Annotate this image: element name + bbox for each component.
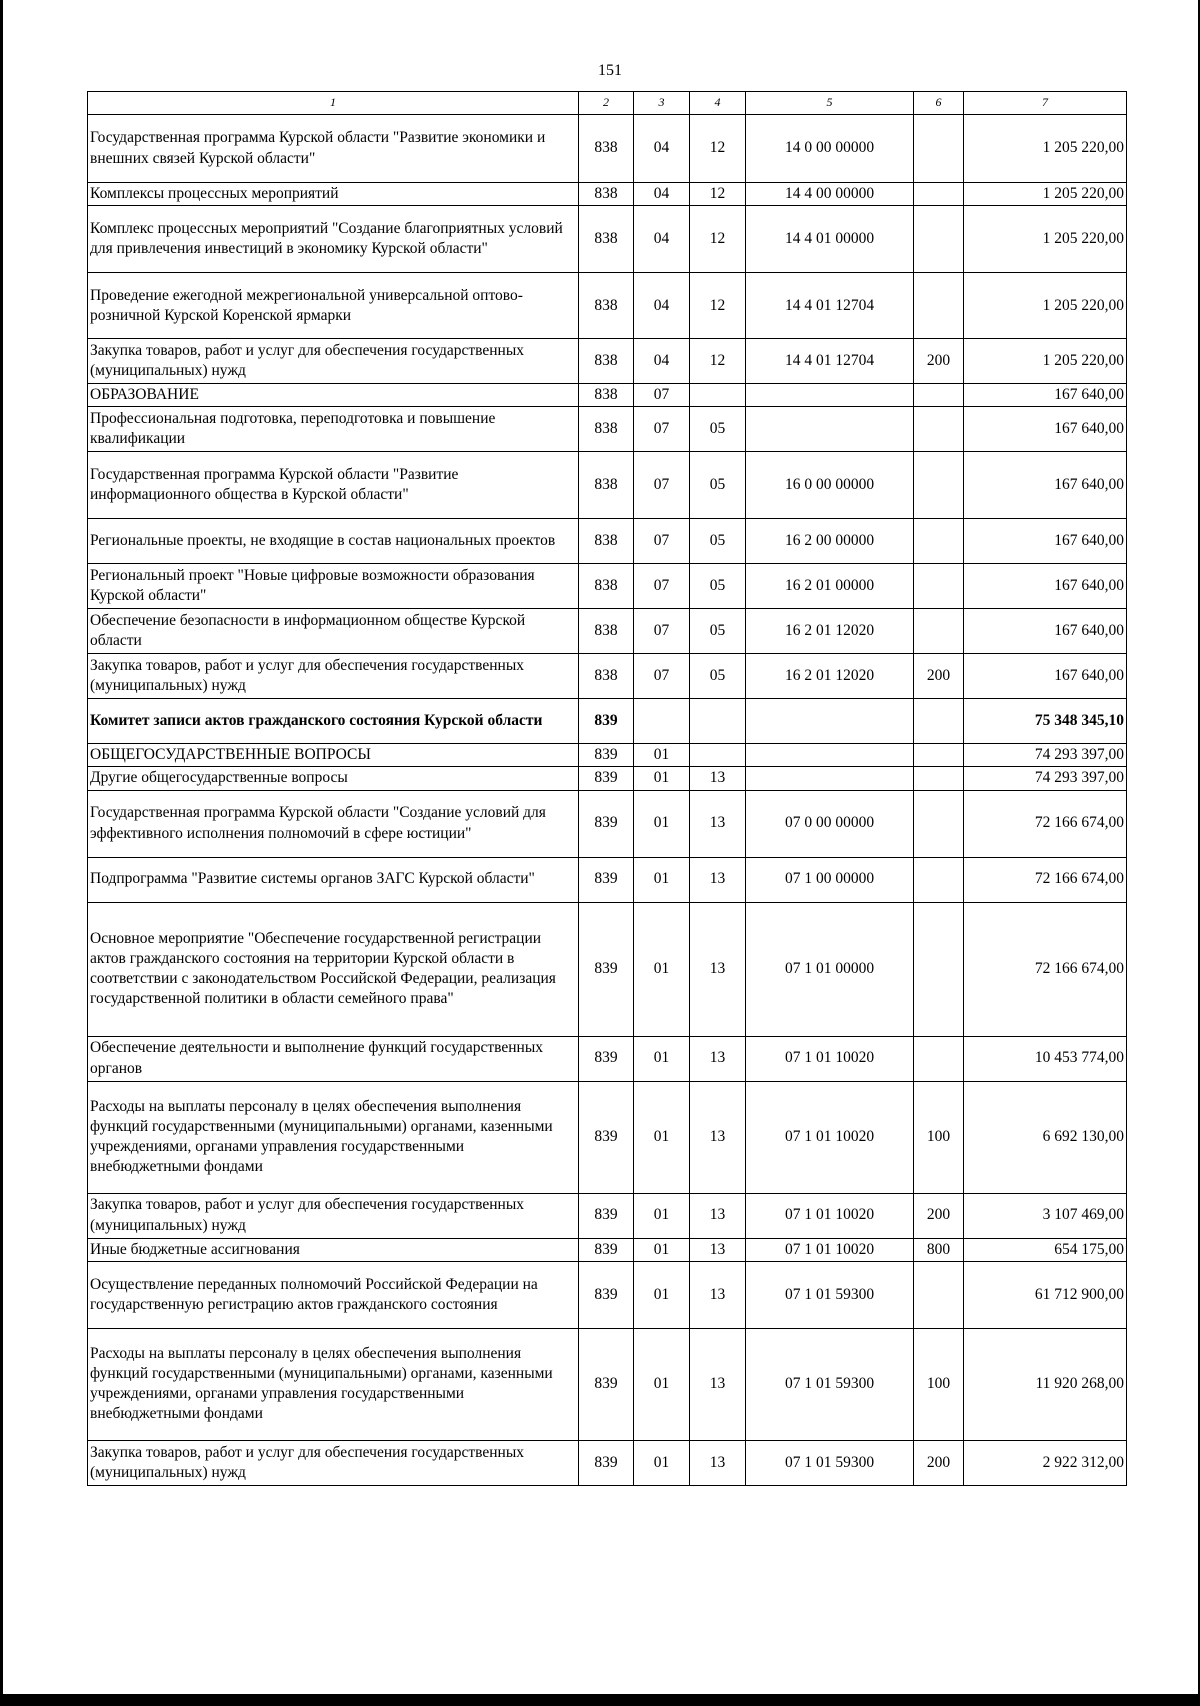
row-description: Осуществление переданных полномочий Российской Федерации на государственную регистрацию актов гражданского состояния bbox=[88, 1261, 579, 1328]
amount: 167 640,00 bbox=[964, 564, 1127, 609]
section-code: 01 bbox=[634, 1261, 690, 1328]
table-row bbox=[88, 273, 1127, 339]
section-code: 01 bbox=[634, 1036, 690, 1081]
table-row bbox=[88, 744, 1127, 767]
amount: 6 692 130,00 bbox=[964, 1081, 1127, 1193]
expense-type-code bbox=[914, 1261, 964, 1328]
section-code: 01 bbox=[634, 1440, 690, 1485]
ministry-code: 838 bbox=[579, 654, 634, 699]
amount: 167 640,00 bbox=[964, 609, 1127, 654]
ministry-code: 838 bbox=[579, 564, 634, 609]
row-description: Обеспечение деятельности и выполнение функций государственных органов bbox=[88, 1036, 579, 1081]
expense-type-code bbox=[914, 384, 964, 407]
subsection-code: 05 bbox=[690, 609, 746, 654]
amount: 11 920 268,00 bbox=[964, 1328, 1127, 1440]
subsection-code: 13 bbox=[690, 1238, 746, 1261]
subsection-code bbox=[690, 384, 746, 407]
subsection-code: 13 bbox=[690, 1440, 746, 1485]
amount: 167 640,00 bbox=[964, 407, 1127, 452]
table-row bbox=[88, 1081, 1127, 1193]
target-article-code bbox=[746, 384, 914, 407]
section-code: 07 bbox=[634, 384, 690, 407]
section-code: 01 bbox=[634, 1193, 690, 1238]
column-number: 2 bbox=[579, 92, 634, 115]
target-article-code: 16 2 00 00000 bbox=[746, 519, 914, 564]
ministry-code: 838 bbox=[579, 407, 634, 452]
subsection-code: 05 bbox=[690, 519, 746, 564]
ministry-code: 839 bbox=[579, 744, 634, 767]
target-article-code: 07 1 00 00000 bbox=[746, 857, 914, 902]
section-code: 04 bbox=[634, 273, 690, 339]
column-number: 5 bbox=[746, 92, 914, 115]
expense-type-code: 200 bbox=[914, 1440, 964, 1485]
expense-type-code bbox=[914, 115, 964, 183]
subsection-code: 12 bbox=[690, 183, 746, 206]
row-description: Комплекс процессных мероприятий "Создание благоприятных условий для привлечения инвестиций в экономику Курской области" bbox=[88, 206, 579, 273]
subsection-code: 13 bbox=[690, 1261, 746, 1328]
section-code: 01 bbox=[634, 902, 690, 1036]
subsection-code: 13 bbox=[690, 1193, 746, 1238]
column-number: 4 bbox=[690, 92, 746, 115]
ministry-code: 838 bbox=[579, 339, 634, 384]
row-description: Закупка товаров, работ и услуг для обеспечения государственных (муниципальных) нужд bbox=[88, 654, 579, 699]
expense-type-code: 200 bbox=[914, 1193, 964, 1238]
row-description: Другие общегосударственные вопросы bbox=[88, 767, 579, 790]
amount: 72 166 674,00 bbox=[964, 790, 1127, 857]
target-article-code bbox=[746, 767, 914, 790]
section-code: 04 bbox=[634, 339, 690, 384]
target-article-code: 07 1 01 00000 bbox=[746, 902, 914, 1036]
section-code: 01 bbox=[634, 1328, 690, 1440]
row-description: Профессиональная подготовка, переподготовка и повышение квалификации bbox=[88, 407, 579, 452]
table-row bbox=[88, 902, 1127, 1036]
ministry-code: 839 bbox=[579, 1193, 634, 1238]
section-code: 07 bbox=[634, 452, 690, 519]
amount: 74 293 397,00 bbox=[964, 744, 1127, 767]
amount: 167 640,00 bbox=[964, 452, 1127, 519]
expense-type-code bbox=[914, 609, 964, 654]
ministry-code: 839 bbox=[579, 767, 634, 790]
table-row bbox=[88, 699, 1127, 744]
amount: 167 640,00 bbox=[964, 519, 1127, 564]
column-number: 3 bbox=[634, 92, 690, 115]
subsection-code bbox=[690, 699, 746, 744]
table-row bbox=[88, 519, 1127, 564]
expense-type-code bbox=[914, 699, 964, 744]
row-description: ОБРАЗОВАНИЕ bbox=[88, 384, 579, 407]
table-row bbox=[88, 452, 1127, 519]
table-row bbox=[88, 407, 1127, 452]
target-article-code: 14 4 01 12704 bbox=[746, 339, 914, 384]
table-row bbox=[88, 1036, 1127, 1081]
subsection-code: 12 bbox=[690, 339, 746, 384]
expense-type-code bbox=[914, 183, 964, 206]
target-article-code: 07 1 01 10020 bbox=[746, 1238, 914, 1261]
ministry-code: 838 bbox=[579, 384, 634, 407]
target-article-code bbox=[746, 407, 914, 452]
row-description: Расходы на выплаты персоналу в целях обеспечения выполнения функций государственными (муниципальными) органами, казенными учреждениями, органами управления государственными внебюджетными фондами bbox=[88, 1328, 579, 1440]
amount: 3 107 469,00 bbox=[964, 1193, 1127, 1238]
subsection-code: 13 bbox=[690, 857, 746, 902]
ministry-code: 838 bbox=[579, 183, 634, 206]
row-description: Государственная программа Курской области "Развитие экономики и внешних связей Курской области" bbox=[88, 115, 579, 183]
target-article-code: 14 4 01 12704 bbox=[746, 273, 914, 339]
ministry-code: 838 bbox=[579, 115, 634, 183]
subsection-code: 13 bbox=[690, 1328, 746, 1440]
section-code bbox=[634, 699, 690, 744]
subsection-code: 05 bbox=[690, 564, 746, 609]
amount: 1 205 220,00 bbox=[964, 206, 1127, 273]
section-code: 07 bbox=[634, 407, 690, 452]
target-article-code: 07 1 01 10020 bbox=[746, 1036, 914, 1081]
budget-table-body bbox=[88, 115, 1127, 1486]
target-article-code bbox=[746, 699, 914, 744]
scan-border-left bbox=[0, 0, 3, 1706]
expense-type-code bbox=[914, 790, 964, 857]
amount: 1 205 220,00 bbox=[964, 183, 1127, 206]
section-code: 01 bbox=[634, 857, 690, 902]
amount: 2 922 312,00 bbox=[964, 1440, 1127, 1485]
section-code: 04 bbox=[634, 183, 690, 206]
section-code: 07 bbox=[634, 564, 690, 609]
budget-table bbox=[87, 91, 1127, 1486]
ministry-code: 839 bbox=[579, 699, 634, 744]
ministry-code: 838 bbox=[579, 519, 634, 564]
subsection-code: 05 bbox=[690, 654, 746, 699]
expense-type-code bbox=[914, 206, 964, 273]
ministry-code: 839 bbox=[579, 1238, 634, 1261]
ministry-code: 839 bbox=[579, 857, 634, 902]
row-description: Закупка товаров, работ и услуг для обеспечения государственных (муниципальных) нужд bbox=[88, 339, 579, 384]
target-article-code: 07 1 01 59300 bbox=[746, 1261, 914, 1328]
section-code: 01 bbox=[634, 790, 690, 857]
target-article-code: 07 1 01 10020 bbox=[746, 1081, 914, 1193]
target-article-code: 14 4 01 00000 bbox=[746, 206, 914, 273]
table-row bbox=[88, 1328, 1127, 1440]
subsection-code: 12 bbox=[690, 206, 746, 273]
row-description: Государственная программа Курской области "Создание условий для эффективного исполнения полномочий в сфере юстиции" bbox=[88, 790, 579, 857]
row-description: Проведение ежегодной межрегиональной универсальной оптово-розничной Курской Коренской ярмарки bbox=[88, 273, 579, 339]
ministry-code: 839 bbox=[579, 1328, 634, 1440]
table-row bbox=[88, 1193, 1127, 1238]
target-article-code bbox=[746, 744, 914, 767]
ministry-code: 839 bbox=[579, 790, 634, 857]
target-article-code: 07 1 01 59300 bbox=[746, 1440, 914, 1485]
section-code: 07 bbox=[634, 654, 690, 699]
expense-type-code bbox=[914, 857, 964, 902]
ministry-code: 839 bbox=[579, 902, 634, 1036]
target-article-code: 16 2 01 00000 bbox=[746, 564, 914, 609]
row-description: Региональные проекты, не входящие в состав национальных проектов bbox=[88, 519, 579, 564]
scan-border-bottom bbox=[0, 1694, 1200, 1706]
table-row bbox=[88, 183, 1127, 206]
subsection-code: 05 bbox=[690, 407, 746, 452]
ministry-code: 838 bbox=[579, 206, 634, 273]
target-article-code: 14 0 00 00000 bbox=[746, 115, 914, 183]
section-code: 01 bbox=[634, 1081, 690, 1193]
expense-type-code: 100 bbox=[914, 1081, 964, 1193]
amount: 167 640,00 bbox=[964, 654, 1127, 699]
table-row bbox=[88, 384, 1127, 407]
table-row bbox=[88, 206, 1127, 273]
target-article-code: 16 0 00 00000 bbox=[746, 452, 914, 519]
row-description: Комитет записи актов гражданского состояния Курской области bbox=[88, 699, 579, 744]
amount: 10 453 774,00 bbox=[964, 1036, 1127, 1081]
table-row bbox=[88, 1440, 1127, 1485]
expense-type-code bbox=[914, 902, 964, 1036]
expense-type-code: 100 bbox=[914, 1328, 964, 1440]
section-code: 04 bbox=[634, 115, 690, 183]
subsection-code: 13 bbox=[690, 790, 746, 857]
subsection-code: 13 bbox=[690, 902, 746, 1036]
target-article-code: 07 1 01 59300 bbox=[746, 1328, 914, 1440]
amount: 1 205 220,00 bbox=[964, 115, 1127, 183]
table-row bbox=[88, 1261, 1127, 1328]
target-article-code: 16 2 01 12020 bbox=[746, 609, 914, 654]
table-row bbox=[88, 115, 1127, 183]
row-description: Закупка товаров, работ и услуг для обеспечения государственных (муниципальных) нужд bbox=[88, 1193, 579, 1238]
section-code: 07 bbox=[634, 519, 690, 564]
column-number: 6 bbox=[914, 92, 964, 115]
table-row bbox=[88, 339, 1127, 384]
amount: 654 175,00 bbox=[964, 1238, 1127, 1261]
amount: 1 205 220,00 bbox=[964, 273, 1127, 339]
target-article-code: 16 2 01 12020 bbox=[746, 654, 914, 699]
amount: 61 712 900,00 bbox=[964, 1261, 1127, 1328]
amount: 1 205 220,00 bbox=[964, 339, 1127, 384]
table-row bbox=[88, 1238, 1127, 1261]
ministry-code: 839 bbox=[579, 1036, 634, 1081]
row-description: Закупка товаров, работ и услуг для обеспечения государственных (муниципальных) нужд bbox=[88, 1440, 579, 1485]
table-row bbox=[88, 857, 1127, 902]
section-code: 07 bbox=[634, 609, 690, 654]
expense-type-code bbox=[914, 273, 964, 339]
ministry-code: 839 bbox=[579, 1440, 634, 1485]
row-description: Обеспечение безопасности в информационном обществе Курской области bbox=[88, 609, 579, 654]
expense-type-code bbox=[914, 744, 964, 767]
column-number: 1 bbox=[88, 92, 579, 115]
table-row bbox=[88, 654, 1127, 699]
row-description: Основное мероприятие "Обеспечение государственной регистрации актов гражданского состояния на территории Курской области в соответствии с законодательством Российской Федерации, реализация государственной политики в области семейного права" bbox=[88, 902, 579, 1036]
subsection-code: 13 bbox=[690, 1081, 746, 1193]
expense-type-code: 800 bbox=[914, 1238, 964, 1261]
subsection-code: 12 bbox=[690, 273, 746, 339]
page-number: 151 bbox=[598, 62, 622, 79]
row-description: ОБЩЕГОСУДАРСТВЕННЫЕ ВОПРОСЫ bbox=[88, 744, 579, 767]
expense-type-code bbox=[914, 767, 964, 790]
section-code: 04 bbox=[634, 206, 690, 273]
expense-type-code bbox=[914, 519, 964, 564]
expense-type-code bbox=[914, 407, 964, 452]
subsection-code: 12 bbox=[690, 115, 746, 183]
row-description: Расходы на выплаты персоналу в целях обеспечения выполнения функций государственными (муниципальными) органами, казенными учреждениями, органами управления государственными внебюджетными фондами bbox=[88, 1081, 579, 1193]
row-description: Комплексы процессных мероприятий bbox=[88, 183, 579, 206]
column-number-row bbox=[88, 92, 1127, 115]
ministry-code: 839 bbox=[579, 1261, 634, 1328]
expense-type-code bbox=[914, 452, 964, 519]
amount: 72 166 674,00 bbox=[964, 902, 1127, 1036]
table-row bbox=[88, 564, 1127, 609]
subsection-code: 05 bbox=[690, 452, 746, 519]
subsection-code: 13 bbox=[690, 1036, 746, 1081]
amount: 72 166 674,00 bbox=[964, 857, 1127, 902]
ministry-code: 838 bbox=[579, 452, 634, 519]
row-description: Подпрограмма "Развитие системы органов ЗАГС Курской области" bbox=[88, 857, 579, 902]
row-description: Государственная программа Курской области "Развитие информационного общества в Курской области" bbox=[88, 452, 579, 519]
subsection-code bbox=[690, 744, 746, 767]
row-description: Иные бюджетные ассигнования bbox=[88, 1238, 579, 1261]
section-code: 01 bbox=[634, 1238, 690, 1261]
subsection-code: 13 bbox=[690, 767, 746, 790]
row-description: Региональный проект "Новые цифровые возможности образования Курской области" bbox=[88, 564, 579, 609]
ministry-code: 839 bbox=[579, 1081, 634, 1193]
section-code: 01 bbox=[634, 767, 690, 790]
expense-type-code bbox=[914, 564, 964, 609]
target-article-code: 14 4 00 00000 bbox=[746, 183, 914, 206]
amount: 75 348 345,10 bbox=[964, 699, 1127, 744]
column-number: 7 bbox=[964, 92, 1127, 115]
expense-type-code bbox=[914, 1036, 964, 1081]
expense-type-code: 200 bbox=[914, 654, 964, 699]
target-article-code: 07 1 01 10020 bbox=[746, 1193, 914, 1238]
amount: 167 640,00 bbox=[964, 384, 1127, 407]
table-row bbox=[88, 609, 1127, 654]
table-row bbox=[88, 767, 1127, 790]
target-article-code: 07 0 00 00000 bbox=[746, 790, 914, 857]
ministry-code: 838 bbox=[579, 273, 634, 339]
ministry-code: 838 bbox=[579, 609, 634, 654]
table-row bbox=[88, 790, 1127, 857]
section-code: 01 bbox=[634, 744, 690, 767]
expense-type-code: 200 bbox=[914, 339, 964, 384]
amount: 74 293 397,00 bbox=[964, 767, 1127, 790]
